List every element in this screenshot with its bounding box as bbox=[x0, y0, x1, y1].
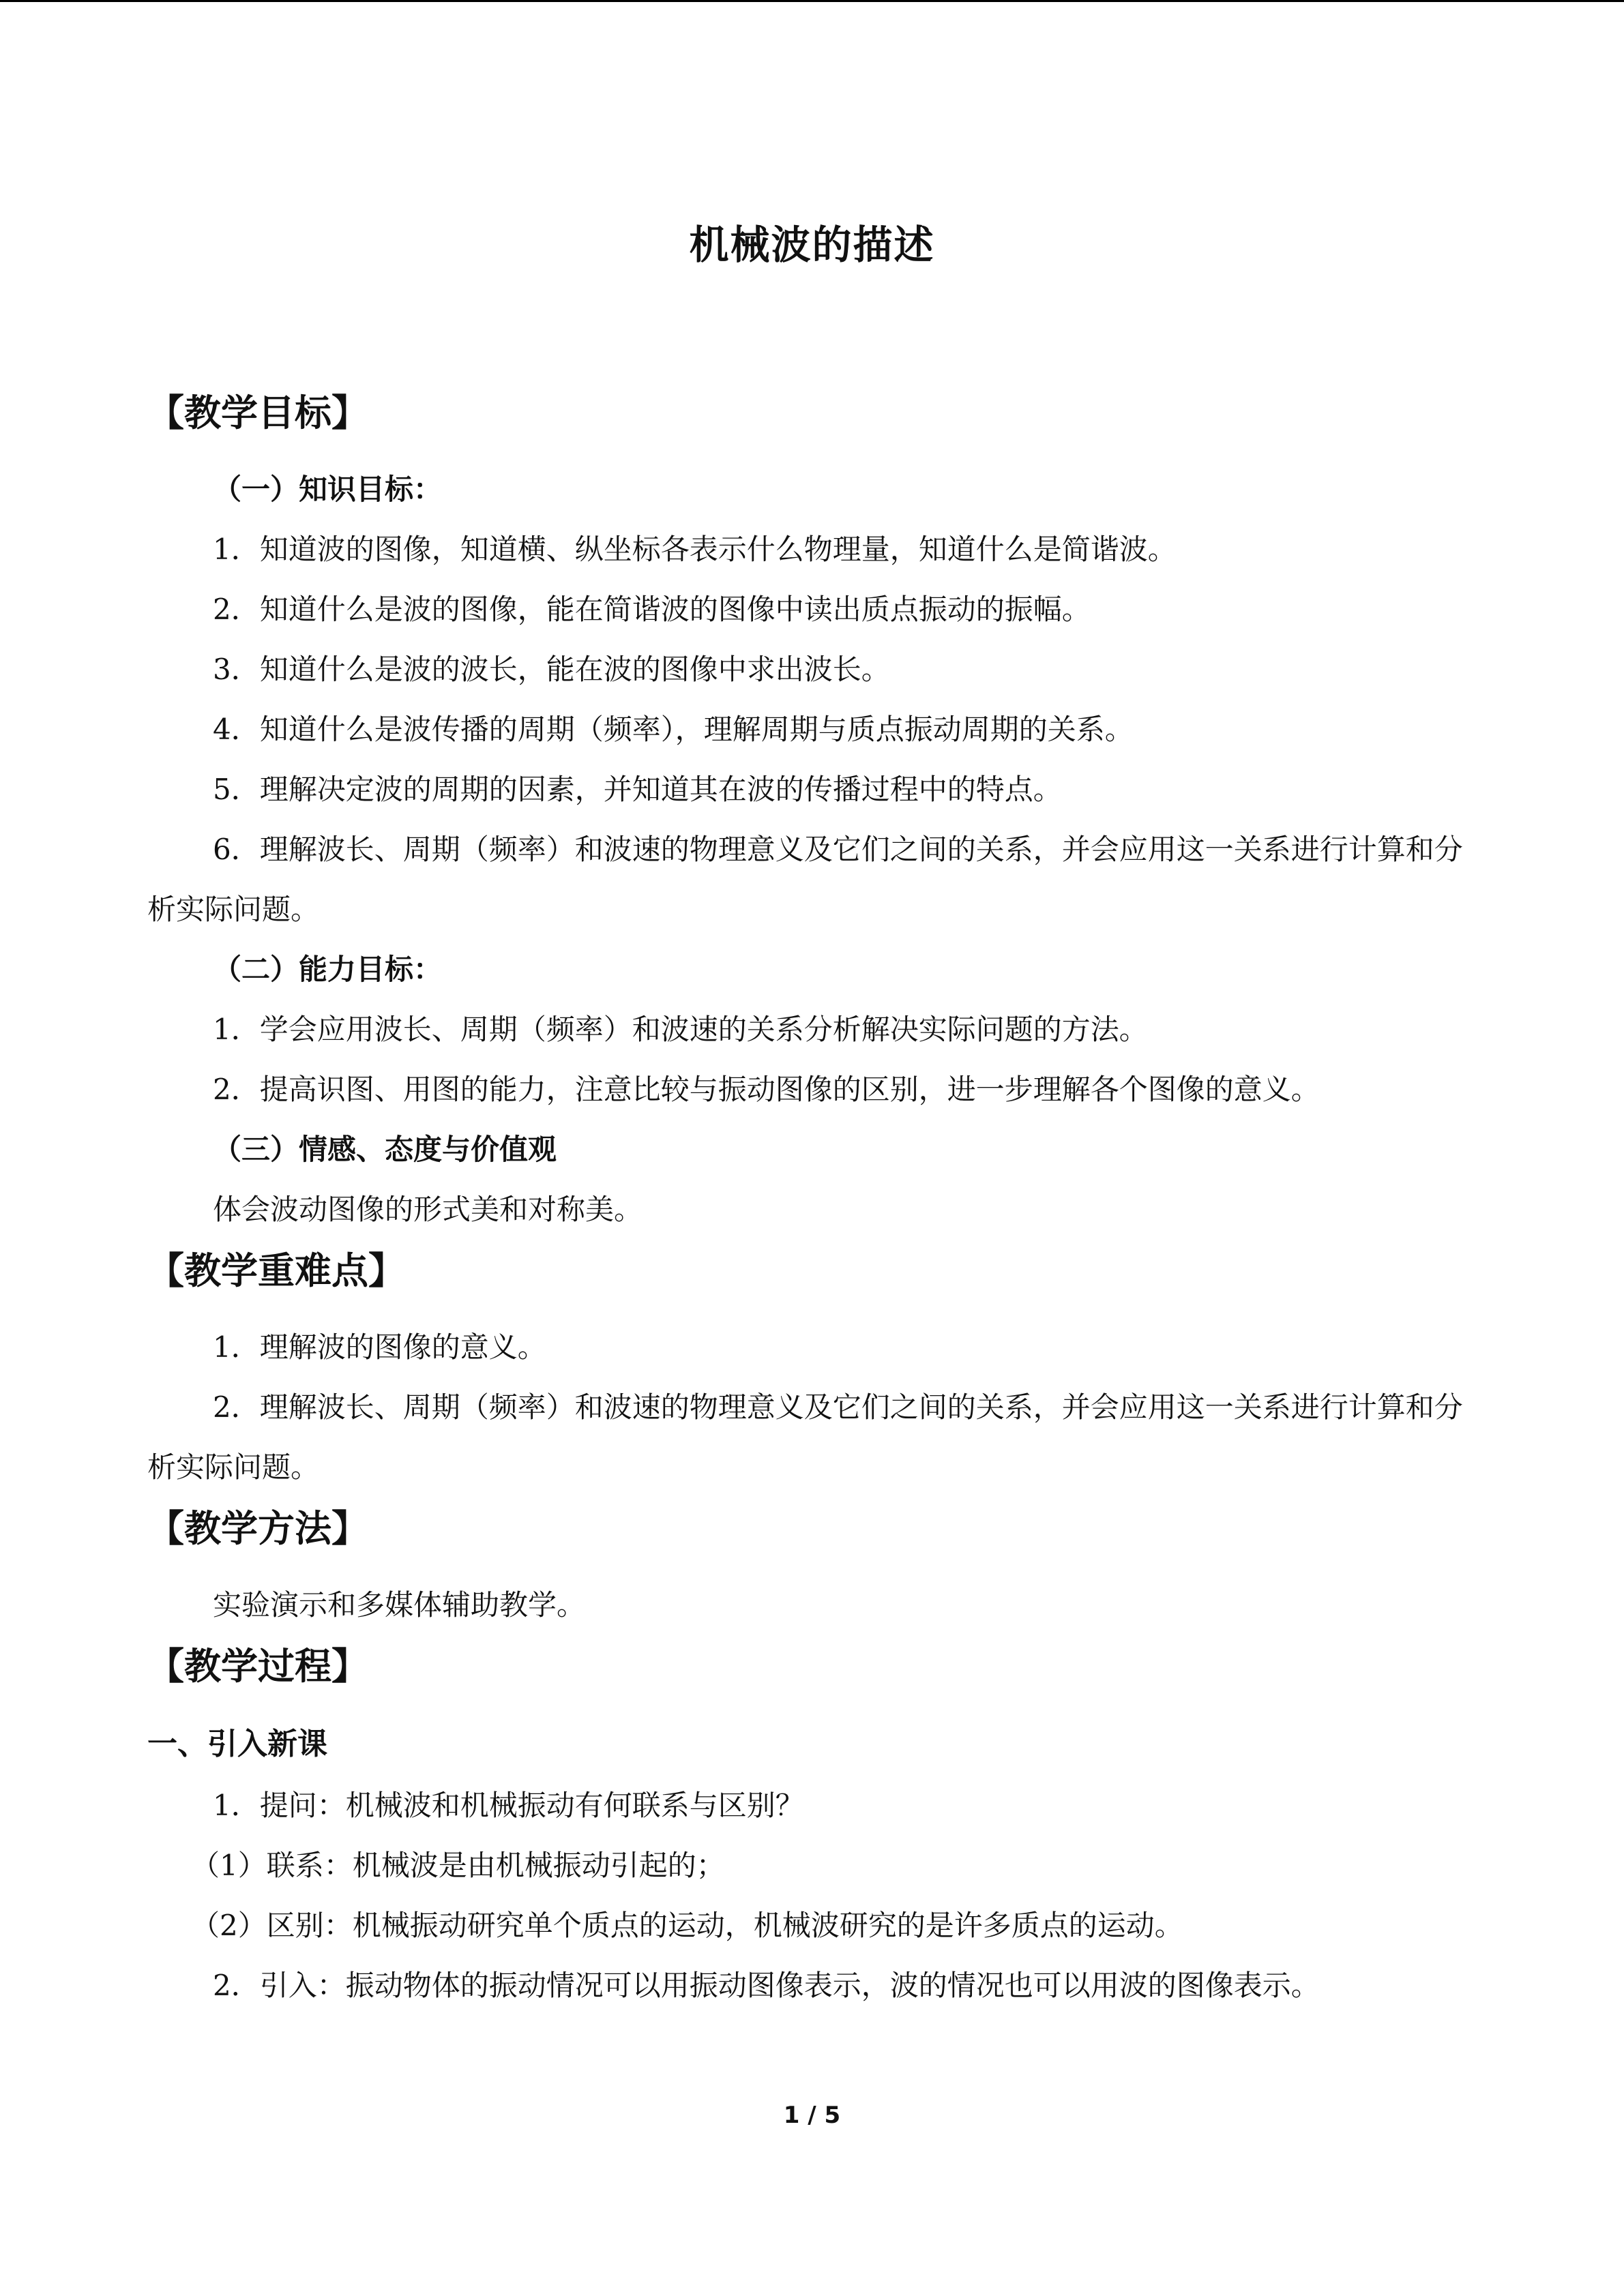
ability-objectives-heading: （二）能力目标： bbox=[213, 953, 443, 986]
key-point-item: 2．理解波长、周期（频率）和波速的物理意义及它们之间的关系，并会应用这一关系进行计算和分析实际问题。 bbox=[147, 1390, 1463, 1484]
process-line: 1．提问：机械波和机械振动有何联系与区别？ bbox=[213, 1789, 804, 1822]
key-point-item: 1．理解波的图像的意义。 bbox=[213, 1330, 546, 1364]
knowledge-objectives-heading: （一）知识目标： bbox=[213, 473, 443, 506]
knowledge-item: 6．理解波长、周期（频率）和波速的物理意义及它们之间的关系，并会应用这一关系进行计算和分析实际问题。 bbox=[147, 833, 1463, 926]
document-body bbox=[147, 382, 1477, 2016]
methods-heading: 【教学方法】 bbox=[147, 1507, 368, 1550]
knowledge-item: 3．知道什么是波的波长，能在波的图像中求出波长。 bbox=[213, 653, 890, 686]
process-line: 2．引入：振动物体的振动情况可以用振动图像表示，波的情况也可以用波的图像表示。 bbox=[213, 1969, 1320, 2002]
page-number: 1 / 5 bbox=[783, 2102, 841, 2129]
document-title: 机械波的描述 bbox=[689, 222, 935, 268]
page-top-border bbox=[0, 0, 1624, 2]
knowledge-item: 5．理解决定波的周期的因素，并知道其在波的传播过程中的特点。 bbox=[213, 773, 1062, 806]
process-line: （1）联系：机械波是由机械振动引起的； bbox=[191, 1849, 725, 1882]
methods-text: 实验演示和多媒体辅助教学。 bbox=[213, 1588, 586, 1622]
emotion-objectives-heading: （三）情感、态度与价值观 bbox=[213, 1133, 557, 1166]
objectives-heading: 【教学目标】 bbox=[147, 391, 368, 434]
key-points-heading: 【教学重难点】 bbox=[147, 1249, 405, 1292]
part-one-heading: 一、引入新课 bbox=[147, 1727, 327, 1761]
process-line: （2）区别：机械振动研究单个质点的运动，机械波研究的是许多质点的运动。 bbox=[191, 1909, 1183, 1942]
process-heading: 【教学过程】 bbox=[147, 1645, 368, 1688]
knowledge-item: 4．知道什么是波传播的周期（频率），理解周期与质点振动周期的关系。 bbox=[213, 713, 1134, 746]
knowledge-item: 1．知道波的图像，知道横、纵坐标各表示什么物理量，知道什么是简谐波。 bbox=[213, 533, 1177, 566]
emotion-text: 体会波动图像的形式美和对称美。 bbox=[213, 1193, 643, 1226]
knowledge-item: 2．知道什么是波的图像，能在简谐波的图像中读出质点振动的振幅。 bbox=[213, 593, 1091, 626]
ability-item: 1．学会应用波长、周期（频率）和波速的关系分析解决实际问题的方法。 bbox=[213, 1013, 1148, 1046]
ability-item: 2．提高识图、用图的能力，注意比较与振动图像的区别，进一步理解各个图像的意义。 bbox=[213, 1073, 1320, 1106]
